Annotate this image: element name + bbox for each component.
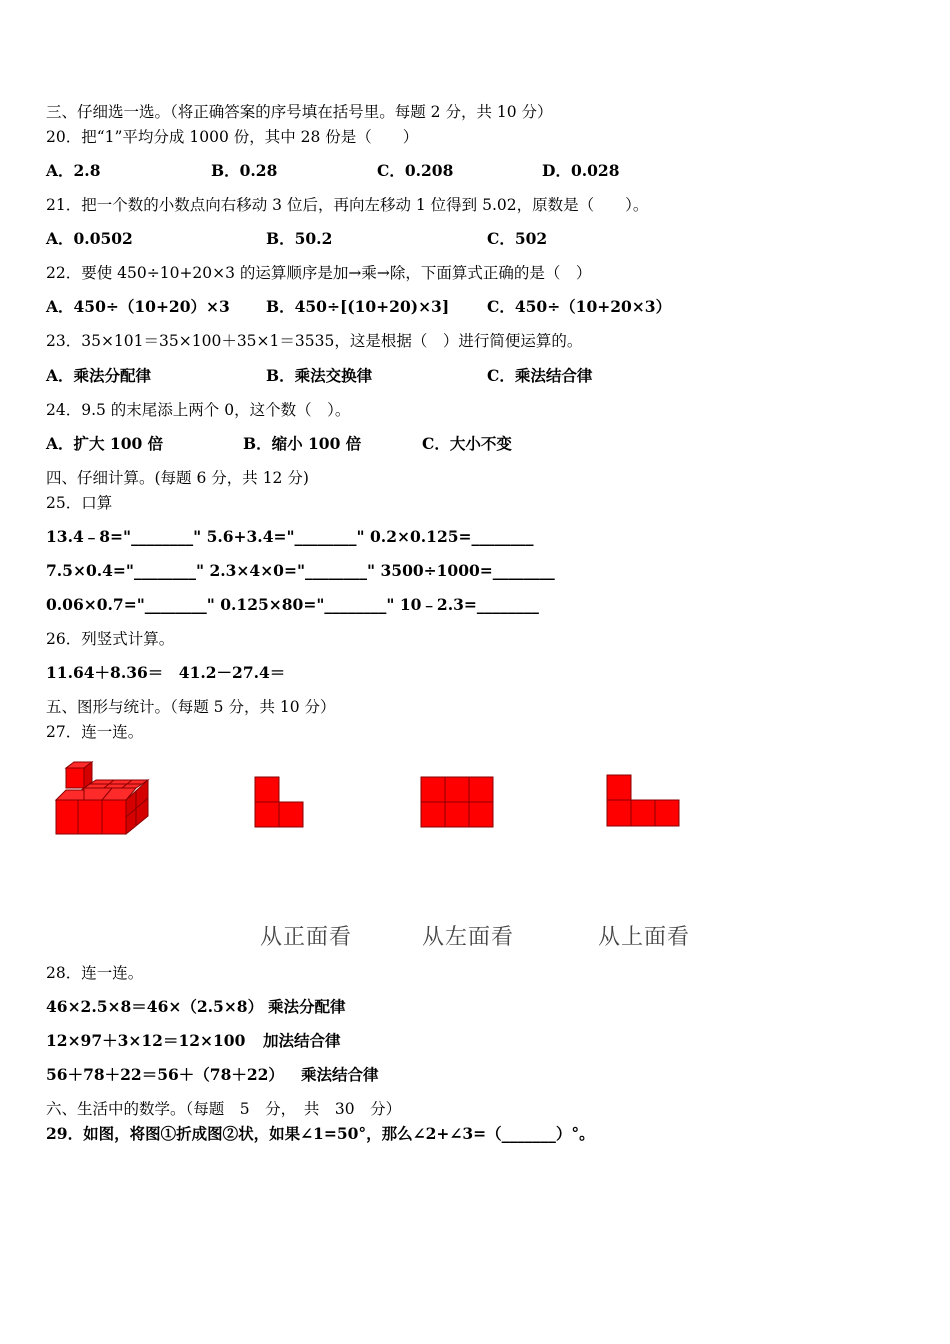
q22-stem: 22．要使 450÷10+20×3 的运算顺序是加→乘→除，下面算式正确的是（ ）	[46, 264, 592, 282]
q26-line: 11.64＋8.36＝ 41.2－27.4＝	[46, 663, 286, 682]
section6-heading: 六、生活中的数学。（每题 5 分， 共 30 分）	[46, 1100, 402, 1118]
view-shape-grid	[420, 776, 494, 828]
q21-option-b: B．50.2	[266, 229, 333, 248]
view-label-top: 从上面看	[598, 925, 691, 950]
view-shape-l-wide	[606, 774, 680, 828]
q25-line-3: 0.06×0.7="________" 0.125×80="________" 10﹣2.3=________	[46, 595, 539, 614]
cube-stack-figure	[50, 760, 155, 838]
q29-stem: 29．如图，将图①折成图②状，如果∠1=50°，那么∠2+∠3=（_______）°。	[46, 1124, 595, 1143]
section4-heading: 四、仔细计算。(每题 6 分，共 12 分)	[46, 469, 309, 487]
q25-line-1: 13.4﹣8="________" 5.6+3.4="________" 0.2×0.125=________	[46, 527, 534, 546]
q25-title: 25．口算	[46, 494, 113, 512]
q21-stem: 21．把一个数的小数点向右移动 3 位后，再向左移动 1 位得到 5.02，原数是（ ）。	[46, 196, 649, 214]
q28-expr-3: 56＋78＋22＝56＋（78＋22）	[46, 1065, 284, 1084]
q22-option-a: A．450÷（10+20）×3	[46, 297, 230, 316]
q24-option-b: B．缩小 100 倍	[243, 434, 362, 453]
view-label-left: 从左面看	[422, 925, 515, 950]
q24-option-c: C．大小不变	[422, 434, 512, 453]
q20-option-b: B．0.28	[211, 161, 278, 180]
q22-option-b: B．450÷[(10+20)×3]	[266, 297, 450, 316]
view-shape-l-small	[254, 776, 306, 828]
q26-title: 26．列竖式计算。	[46, 630, 175, 648]
q20-option-a: A．2.8	[46, 161, 101, 180]
q28-law-1: 乘法分配律	[268, 997, 346, 1016]
q20-option-d: D．0.028	[542, 161, 620, 180]
q23-stem: 23．35×101＝35×100＋35×1＝3535，这是根据（ ）进行简便运算的。	[46, 332, 583, 350]
q24-option-a: A．扩大 100 倍	[46, 434, 164, 453]
q23-option-a: A．乘法分配律	[46, 366, 152, 385]
q21-option-a: A．0.0502	[46, 229, 133, 248]
q28-law-3: 乘法结合律	[301, 1065, 379, 1084]
section5-heading: 五、图形与统计。（每题 5 分，共 10 分）	[46, 698, 336, 716]
q20-stem: 20．把“1”平均分成 1000 份，其中 28 份是（ ）	[46, 128, 419, 146]
q23-option-c: C．乘法结合律	[487, 366, 593, 385]
q28-expr-1: 46×2.5×8＝46×（2.5×8）	[46, 997, 264, 1016]
q24-stem: 24．9.5 的末尾添上两个 0，这个数（ ）。	[46, 401, 351, 419]
q28-law-2: 加法结合律	[263, 1031, 341, 1050]
q28-title: 28．连一连。	[46, 964, 144, 982]
q25-line-2: 7.5×0.4="________" 2.3×4×0="________" 3500÷1000=________	[46, 561, 555, 580]
q23-option-b: B．乘法交换律	[266, 366, 373, 385]
q27-title: 27．连一连。	[46, 723, 144, 741]
q22-option-c: C．450÷（10+20×3）	[487, 297, 672, 316]
q20-option-c: C．0.208	[377, 161, 454, 180]
q28-expr-2: 12×97＋3×12＝12×100	[46, 1031, 246, 1050]
q21-option-c: C．502	[487, 229, 548, 248]
view-label-front: 从正面看	[260, 925, 353, 950]
section3-heading: 三、仔细选一选。（将正确答案的序号填在括号里。每题 2 分，共 10 分）	[46, 103, 553, 121]
